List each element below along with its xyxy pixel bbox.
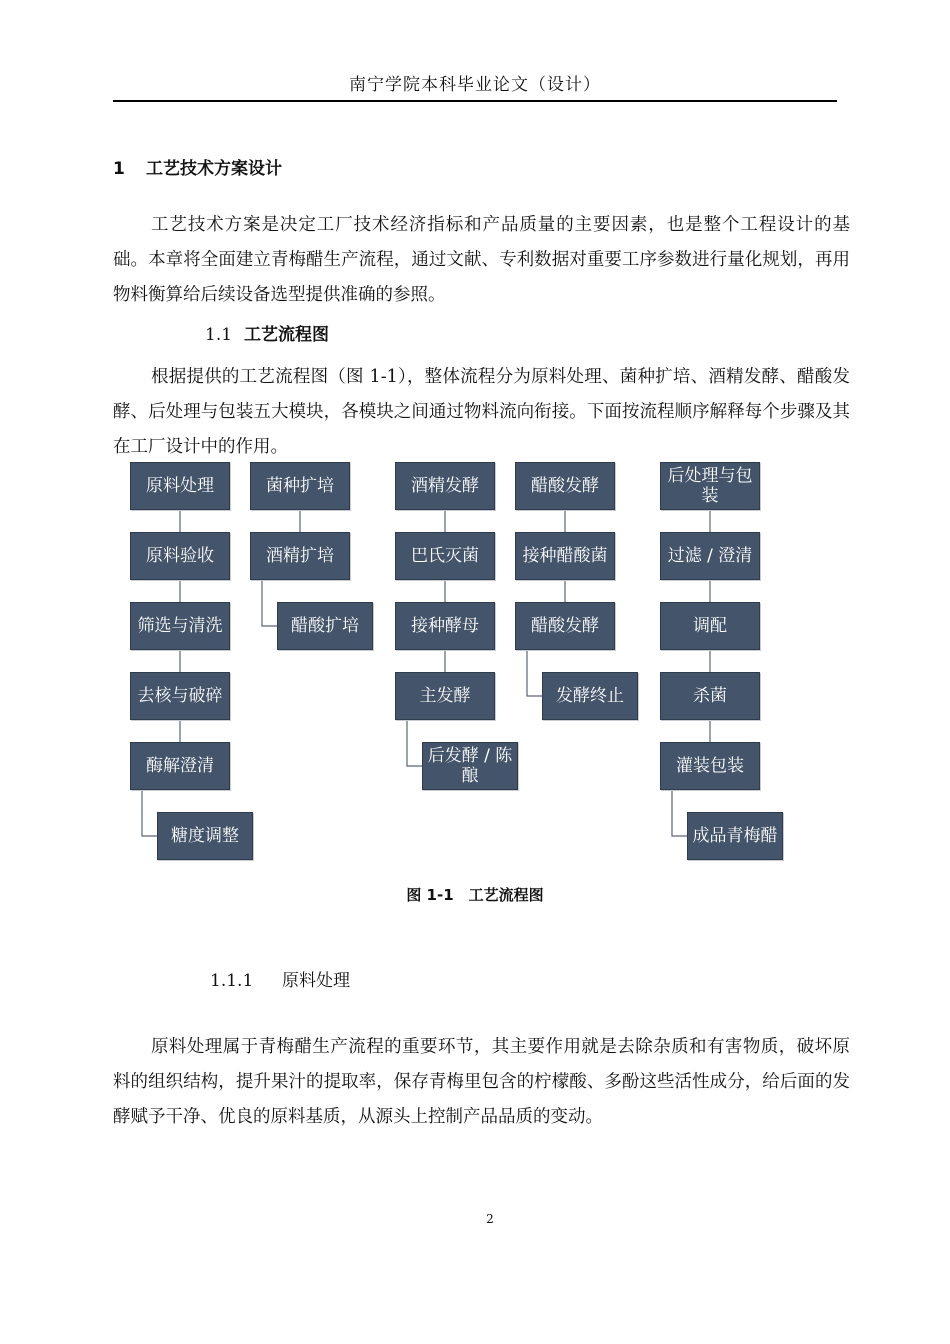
chapter-number: 1 (113, 159, 125, 179)
flow-step-main-fermentation: 主发酵 (395, 672, 495, 720)
page-number: 2 (486, 1212, 494, 1226)
flow-step-enzymolysis: 酶解澄清 (130, 742, 230, 790)
flow-module-strain-expansion: 菌种扩培 (250, 462, 350, 510)
section-number: 1.1 (205, 325, 233, 345)
flow-step-acetic-fermentation: 醋酸发酵 (515, 602, 615, 650)
flow-step-sort-wash: 筛选与清洗 (130, 602, 230, 650)
flow-branch-sugar-adjust: 糖度调整 (157, 812, 253, 860)
flow-step-raw-inspection: 原料验收 (130, 532, 230, 580)
flow-module-alcohol-fermentation: 酒精发酵 (395, 462, 495, 510)
subsection-number: 1.1.1 (210, 971, 254, 991)
flow-module-post-processing: 后处理与包装 (660, 462, 760, 510)
flow-step-pasteurize: 巴氏灭菌 (395, 532, 495, 580)
intro-paragraph: 工艺技术方案是决定工厂技术经济指标和产品质量的主要因素，也是整个工程设计的基础。本章将全面建立青梅醋生产流程，通过文献、专利数据对重要工序参数进行量化规划，再用物料衡算给后续设备选型提供准确的参照。 (113, 215, 850, 305)
flow-intro-paragraph: 根据提供的工艺流程图（图 1-1），整体流程分为原料处理、菌种扩培、酒精发酵、醋酸发酵、后处理与包装五大模块，各模块之间通过物料流向衔接。下面按流程顺序解释每个步骤及其在工厂设计中的作用。 (113, 367, 850, 457)
flow-step-pit-crush: 去核与破碎 (130, 672, 230, 720)
subsection-title-text: 原料处理 (282, 971, 350, 991)
section-title (205, 320, 329, 345)
subsection-title (210, 966, 350, 991)
flow-branch-terminate: 发酵终止 (542, 672, 638, 720)
flow-step-inoculate-acetobacter: 接种醋酸菌 (515, 532, 615, 580)
figure-caption: 图 1-1 工艺流程图 (406, 886, 544, 904)
section-title-text: 工艺流程图 (244, 325, 330, 345)
flow-step-yeast-expansion: 酒精扩培 (250, 532, 350, 580)
flow-step-fill-package: 灌装包装 (660, 742, 760, 790)
running-header: 南宁学院本科毕业论文（设计） (349, 75, 601, 95)
header-rule (113, 100, 837, 102)
flow-branch-final-product: 成品青梅醋 (687, 812, 783, 860)
raw-material-paragraph: 原料处理属于青梅醋生产流程的重要环节，其主要作用就是去除杂质和有害物质，破坏原料的组织结构，提升果汁的提取率，保存青梅里包含的柠檬酸、多酚这些活性成分，给后面的发酵赋予干净、优良的原料基质，从源头上控制产品品质的变动。 (113, 1037, 850, 1127)
flow-step-sterilize: 杀菌 (660, 672, 760, 720)
flow-module-acetic-fermentation: 醋酸发酵 (515, 462, 615, 510)
chapter-title (113, 154, 282, 179)
flow-step-filter-clarify: 过滤 / 澄清 (660, 532, 760, 580)
flow-step-blending: 调配 (660, 602, 760, 650)
chapter-title-text: 工艺技术方案设计 (146, 159, 282, 179)
flow-step-inoculate-yeast: 接种酵母 (395, 602, 495, 650)
flow-branch-acetic-expansion: 醋酸扩培 (277, 602, 373, 650)
flow-branch-post-fermentation: 后发酵 / 陈酿 (422, 742, 518, 790)
flow-module-raw-processing: 原料处理 (130, 462, 230, 510)
